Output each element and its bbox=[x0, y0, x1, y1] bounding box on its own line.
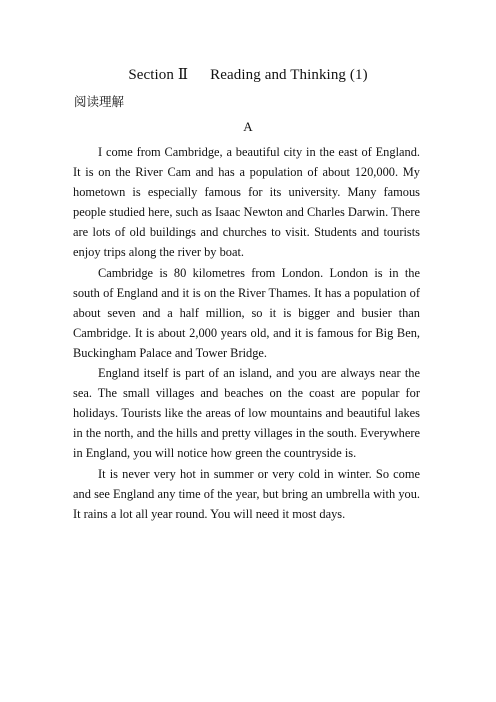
section-number: Section Ⅱ bbox=[128, 67, 189, 83]
passage-label: A bbox=[243, 119, 253, 134]
paragraph: It is never very hot in summer or very cold in winter. So come and see England any time of the year, but bring an umbrella with you. It rains a lot all year round. You will need it most days. bbox=[73, 466, 420, 521]
section-heading: Reading and Thinking (1) bbox=[210, 67, 368, 83]
section-title bbox=[0, 66, 496, 84]
paragraph: Cambridge is 80 kilometres from London. London is in the south of England and it is on the River Thames. It has a population of about seven and a half million, so it is bigger and busier than Cambridge. It is about 2,000 years old, and it is famous for Big Ben, Buckingham Palace and Tower Bridge. bbox=[73, 265, 420, 360]
paragraph: I come from Cambridge, a beautiful city in the east of England. It is on the River Cam and has a population of about 120,000. My hometown is especially famous for its university. Many famous people studied here, such as Isaac Newton and Charles Darwin. There are lots of old buildings and churches to visit. Students and tourists enjoy trips along the river by boat. bbox=[73, 145, 420, 260]
passage-body bbox=[73, 142, 420, 524]
paragraph: England itself is part of an island, and you are always near the sea. The small villages and beaches on the coast are popular for holidays. Tourists like the areas of low mountains and beautiful lakes in the north, and the hills and pretty villages in the south. Everywhere in England, you will notice how green the countryside is. bbox=[73, 366, 420, 461]
exercise-type-label: 阅读理解 bbox=[74, 94, 125, 109]
